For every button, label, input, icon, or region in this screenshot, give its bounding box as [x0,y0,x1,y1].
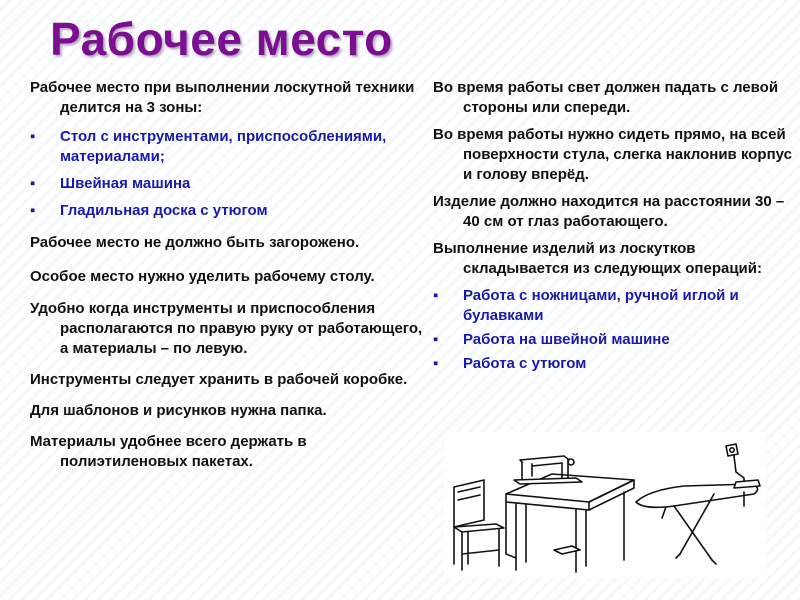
operation-item [433,330,795,350]
zones-intro: Рабочее место при выполнении лоскутной техники делится на 3 зоны: [30,79,415,116]
workplace-illustration-icon [444,432,766,578]
operation-item [433,286,795,326]
left-paragraph: Удобно когда инструменты и приспособления располагаются по правую руку от работающего, а материалы – по левую. [30,300,423,357]
left-paragraph: Инструменты следует хранить в рабочей коробке. [30,371,408,388]
zone-item [30,127,425,167]
zone-text: Стол с инструментами, приспособлениями, материалами; [60,128,387,165]
page-title: Рабочее место [50,13,393,65]
left-column [30,78,425,481]
right-column [433,78,795,378]
operation-item [433,354,795,374]
right-paragraph: Во время работы свет должен падать с левой стороны или спереди. [433,79,779,116]
zone-item [30,174,425,194]
zone-item [30,201,425,221]
bullet-icon: ▪ [30,128,36,145]
right-paragraph: Изделие должно находится на расстоянии 30 – 40 см от глаз работающего. [433,193,785,230]
operation-text: Работа на швейной машине [463,331,670,348]
bullet-icon: ▪ [30,175,36,192]
left-paragraph: Для шаблонов и рисунков нужна папка. [30,402,327,419]
operation-text: Работа с утюгом [463,355,587,372]
bullet-icon: ▪ [433,287,439,304]
right-paragraph: Выполнение изделий из лоскутков складывается из следующих операций: [433,240,762,277]
sewing-table-icon [506,456,634,572]
zone-text: Швейная машина [60,175,191,192]
left-paragraph: Рабочее место не должно быть загорожено. [30,234,360,251]
operation-text: Работа с ножницами, ручной иглой и булавками [463,287,739,324]
left-paragraph: Материалы удобнее всего держать в полиэтиленовых пакетах. [30,433,307,470]
bullet-icon: ▪ [433,331,439,348]
right-paragraph: Во время работы нужно сидеть прямо, на всей поверхности стула, слегка наклонив корпус и голову вперёд. [433,126,792,183]
left-paragraph: Особое место нужно уделить рабочему столу. [30,268,375,285]
ironing-board-icon [636,444,760,564]
bullet-icon: ▪ [433,355,439,372]
bullet-icon: ▪ [30,202,36,219]
zone-text: Гладильная доска с утюгом [60,202,268,219]
chair-icon [454,480,504,570]
